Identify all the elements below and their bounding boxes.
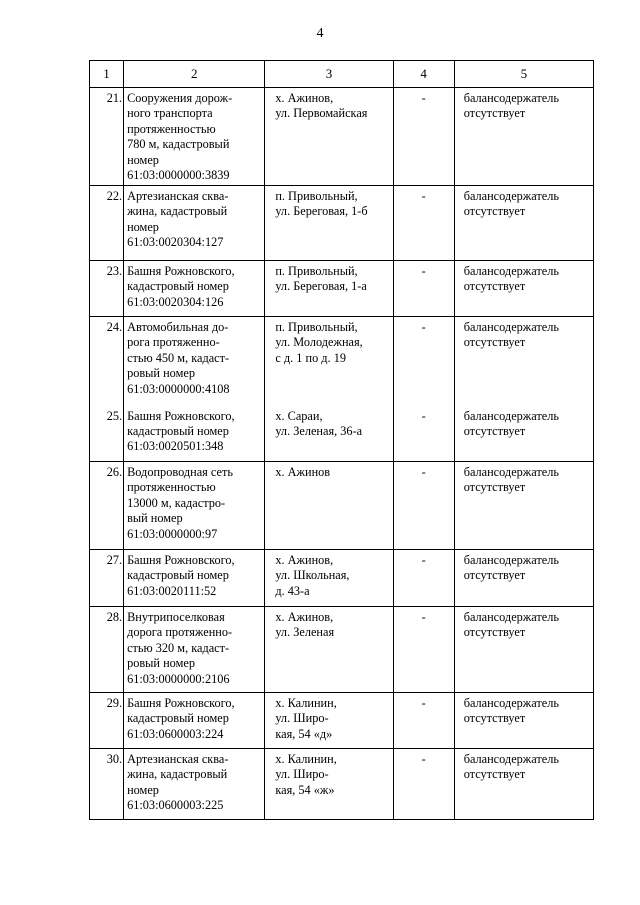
table-row: [90, 88, 594, 186]
address-line: х. Ажинов,: [275, 91, 334, 105]
object-name-line: кадастровый номер: [127, 711, 229, 726]
table-row: [90, 462, 594, 550]
row-number: 25.: [90, 406, 124, 462]
address-line: д. 43-а: [275, 583, 310, 598]
object-name-line: Внутрипоселковая: [127, 610, 225, 624]
row-number: 30.: [90, 749, 124, 820]
object-name-line: 61:03:0000000:97: [127, 526, 218, 541]
column-4-cell: -: [393, 261, 454, 317]
address-cell: [265, 88, 393, 186]
column-4-cell: -: [393, 406, 454, 462]
address-cell: [265, 550, 393, 607]
object-name-line: Автомобильная до-: [127, 320, 229, 334]
object-name-line: 61:03:0020501:348: [127, 439, 224, 454]
address-line: кая, 54 «ж»: [275, 782, 335, 797]
balance-holder-line: балансодержатель: [463, 264, 560, 278]
object-name-line: 61:03:0600003:224: [127, 726, 224, 741]
address-cell: [265, 749, 393, 820]
object-name-line: 61:03:0020111:52: [127, 583, 217, 598]
property-table: [89, 60, 594, 820]
balance-holder-cell: [454, 607, 593, 693]
object-name-line: Артезианская сква-: [127, 189, 229, 203]
table-row: [90, 406, 594, 462]
object-name-line: Башня Рожновского,: [127, 553, 235, 567]
balance-holder-cell: [454, 317, 593, 406]
object-name-line: кадастровый номер: [127, 279, 229, 294]
row-number: 24.: [90, 317, 124, 406]
address-cell: [265, 462, 393, 550]
balance-holder-line: балансодержатель: [463, 91, 560, 105]
balance-holder-cell: [454, 693, 593, 749]
table-row: [90, 607, 594, 693]
address-line: х. Калинин,: [275, 696, 337, 710]
object-name-line: 61:03:0000000:4108: [127, 381, 230, 396]
table-row: [90, 749, 594, 820]
object-name-line: ровый номер: [127, 656, 195, 671]
table-header-row: [90, 61, 594, 88]
object-name-line: ного транспорта: [127, 106, 213, 121]
object-name-line: 61:03:0000000:2106: [127, 671, 230, 686]
object-name-cell: [124, 261, 265, 317]
balance-holder-line: отсутствует: [463, 423, 526, 438]
object-name-cell: [124, 462, 265, 550]
address-line: х. Калинин,: [275, 752, 337, 766]
column-header-3: 3: [265, 61, 393, 88]
table-row: [90, 693, 594, 749]
address-line: ул. Широ-: [275, 767, 329, 782]
object-name-line: кадастровый номер: [127, 423, 229, 438]
object-name-line: протяженностью: [127, 121, 216, 136]
address-cell: [265, 406, 393, 462]
address-cell: [265, 693, 393, 749]
balance-holder-line: отсутствует: [463, 480, 526, 495]
balance-holder-line: балансодержатель: [463, 320, 560, 334]
column-4-cell: -: [393, 317, 454, 406]
column-4-cell: -: [393, 607, 454, 693]
address-line: п. Привольный,: [275, 320, 358, 334]
object-name-line: кадастровый номер: [127, 568, 229, 583]
row-number: 23.: [90, 261, 124, 317]
address-line: ул. Школьная,: [275, 568, 350, 583]
balance-holder-line: отсутствует: [463, 106, 526, 121]
address-cell: [265, 607, 393, 693]
object-name-cell: [124, 693, 265, 749]
object-name-line: номер: [127, 219, 159, 234]
row-number: 29.: [90, 693, 124, 749]
object-name-cell: [124, 749, 265, 820]
address-line: х. Сараи,: [275, 408, 323, 423]
column-header-2: 2: [124, 61, 265, 88]
object-name-line: 13000 м, кадастро-: [127, 495, 226, 510]
object-name-line: Водопроводная сеть: [127, 465, 233, 479]
object-name-line: 61:03:0020304:126: [127, 294, 224, 309]
object-name-line: жина, кадастровый: [127, 767, 228, 782]
table-row: [90, 317, 594, 406]
row-number: 28.: [90, 607, 124, 693]
balance-holder-line: балансодержатель: [463, 189, 560, 203]
address-line: п. Привольный,: [275, 189, 358, 203]
address-line: кая, 54 «д»: [275, 726, 333, 741]
object-name-line: жина, кадастровый: [127, 204, 228, 219]
object-name-line: ровый номер: [127, 366, 195, 381]
balance-holder-line: балансодержатель: [463, 610, 560, 624]
balance-holder-line: отсутствует: [463, 767, 526, 782]
object-name-line: стью 320 м, кадаст-: [127, 640, 230, 655]
object-name-line: Артезианская сква-: [127, 752, 229, 766]
address-line: ул. Береговая, 1-а: [275, 279, 367, 294]
address-line: п. Привольный,: [275, 264, 358, 278]
row-number: 27.: [90, 550, 124, 607]
column-4-cell: -: [393, 693, 454, 749]
balance-holder-cell: [454, 261, 593, 317]
address-line: с д. 1 по д. 19: [275, 350, 346, 365]
balance-holder-cell: [454, 462, 593, 550]
address-line: ул. Широ-: [275, 711, 329, 726]
balance-holder-cell: [454, 550, 593, 607]
object-name-line: вый номер: [127, 511, 183, 526]
column-4-cell: -: [393, 88, 454, 186]
address-line: х. Ажинов,: [275, 553, 334, 567]
object-name-cell: [124, 186, 265, 261]
object-name-line: рога протяженно-: [127, 335, 220, 350]
address-cell: [265, 261, 393, 317]
page-number: 4: [316, 26, 324, 41]
object-name-line: Башня Рожновского,: [127, 408, 235, 423]
object-name-cell: [124, 406, 265, 462]
object-name-line: протяженностью: [127, 480, 216, 495]
column-header-4: 4: [393, 61, 454, 88]
address-line: ул. Зеленая, 36-а: [275, 423, 363, 438]
object-name-line: стью 450 м, кадаст-: [127, 350, 230, 365]
object-name-line: Башня Рожновского,: [127, 696, 235, 710]
address-line: х. Ажинов,: [275, 610, 334, 624]
object-name-line: 61:03:0020304:127: [127, 235, 224, 250]
column-header-5: 5: [454, 61, 593, 88]
balance-holder-cell: [454, 88, 593, 186]
row-number: 26.: [90, 462, 124, 550]
table-body: [90, 88, 594, 820]
balance-holder-cell: [454, 406, 593, 462]
row-number: 21.: [90, 88, 124, 186]
column-4-cell: -: [393, 462, 454, 550]
object-name-line: Башня Рожновского,: [127, 264, 235, 278]
object-name-cell: [124, 550, 265, 607]
balance-holder-cell: [454, 749, 593, 820]
object-name-line: 61:03:0600003:225: [127, 798, 224, 813]
object-name-line: номер: [127, 782, 159, 797]
balance-holder-line: отсутствует: [463, 625, 526, 640]
address-line: ул. Молодежная,: [275, 335, 363, 350]
balance-holder-line: балансодержатель: [463, 408, 560, 423]
address-cell: [265, 317, 393, 406]
balance-holder-cell: [454, 186, 593, 261]
column-header-1: 1: [90, 61, 124, 88]
table-row: [90, 186, 594, 261]
column-4-cell: -: [393, 749, 454, 820]
table-row: [90, 550, 594, 607]
balance-holder-line: отсутствует: [463, 335, 526, 350]
balance-holder-line: отсутствует: [463, 711, 526, 726]
object-name-line: 61:03:0000000:3839: [127, 168, 230, 183]
address-cell: [265, 186, 393, 261]
balance-holder-line: отсутствует: [463, 204, 526, 219]
balance-holder-line: балансодержатель: [463, 553, 560, 567]
object-name-line: Сооружения дорож-: [127, 91, 233, 105]
row-number: 22.: [90, 186, 124, 261]
balance-holder-line: балансодержатель: [463, 752, 560, 766]
object-name-line: номер: [127, 152, 159, 167]
object-name-cell: [124, 317, 265, 406]
address-line: ул. Береговая, 1-б: [275, 204, 368, 219]
balance-holder-line: балансодержатель: [463, 465, 560, 479]
balance-holder-line: отсутствует: [463, 568, 526, 583]
address-line: ул. Первомайская: [275, 106, 368, 121]
object-name-cell: [124, 607, 265, 693]
object-name-line: дорога протяженно-: [127, 625, 233, 640]
object-name-line: 780 м, кадастровый: [127, 137, 230, 152]
address-line: х. Ажинов: [275, 465, 331, 479]
column-4-cell: -: [393, 550, 454, 607]
column-4-cell: -: [393, 186, 454, 261]
address-line: ул. Зеленая: [275, 625, 335, 640]
table-row: [90, 261, 594, 317]
balance-holder-line: балансодержатель: [463, 696, 560, 710]
balance-holder-line: отсутствует: [463, 279, 526, 294]
object-name-cell: [124, 88, 265, 186]
